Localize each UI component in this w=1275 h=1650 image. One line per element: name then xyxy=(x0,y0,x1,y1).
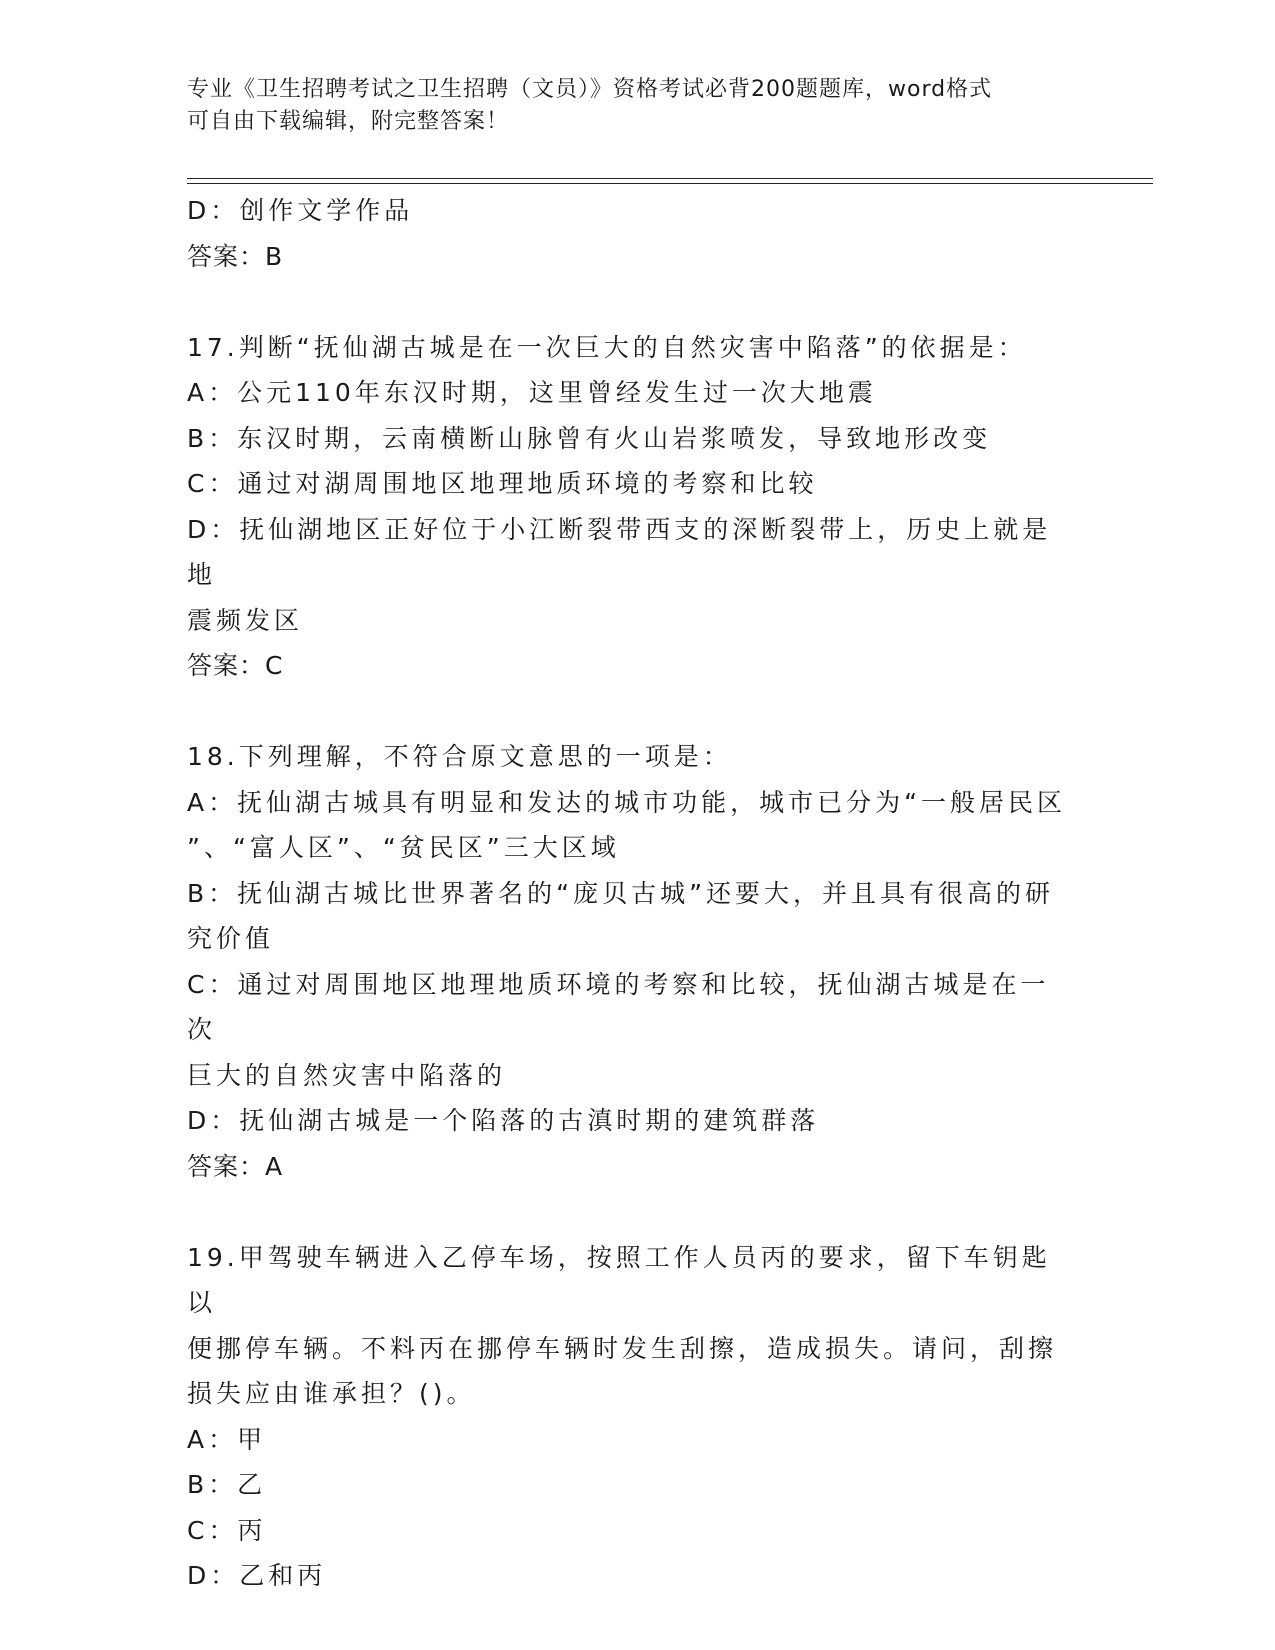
header-line-1: 专业《卫生招聘考试之卫生招聘（文员）》资格考试必背200题题库，word格式 xyxy=(187,77,993,102)
question-18-option-c-line-2: 巨大的自然灾害中陷落的 xyxy=(187,1060,507,1090)
header-line-2: 可自由下载编辑，附完整答案！ xyxy=(187,109,510,134)
question-17-option-b: B：东汉时期，云南横断山脉曾有火山岩浆喷发，导致地形改变 xyxy=(187,423,992,453)
question-19-stem-line-3: 损失应由谁承担？()。 xyxy=(187,1379,476,1408)
question-17-answer: 答案：C xyxy=(187,651,284,680)
question-18-option-a-line-1: A：抚仙湖古城具有明显和发达的城市功能，城市已分为“一般居民区 xyxy=(187,787,1067,817)
question-content xyxy=(187,188,1067,1599)
question-17-option-d-line-1: D：抚仙湖地区正好位于小江断裂带西支的深断裂带上，历史上就是地 xyxy=(187,514,1052,589)
question-19-stem-line-1: 19.甲驾驶车辆进入乙停车场，按照工作人员丙的要求，留下车钥匙以 xyxy=(187,1242,1051,1317)
header-rule-bottom xyxy=(187,183,1153,184)
question-18-option-d: D：抚仙湖古城是一个陷落的古滇时期的建筑群落 xyxy=(187,1106,820,1135)
question-19-option-d: D：乙和丙 xyxy=(187,1561,327,1590)
question-18 xyxy=(187,734,1067,1189)
question-17-option-a: A：公元110年东汉时期，这里曾经发生过一次大地震 xyxy=(187,378,877,407)
spacer xyxy=(187,279,1067,325)
question-18-option-b-line-1: B：抚仙湖古城比世界著名的“庞贝古城”还要大，并且具有很高的研 xyxy=(187,878,1055,908)
spacer xyxy=(187,1189,1067,1235)
question-17-option-c: C：通过对湖周围地区地理地质环境的考察和比较 xyxy=(187,469,818,498)
prev-answer: 答案：B xyxy=(187,241,284,271)
question-18-stem: 18.下列理解，不符合原文意思的一项是： xyxy=(187,742,732,771)
question-18-option-b-line-2: 究价值 xyxy=(187,924,275,953)
question-17-option-d-line-2: 震频发区 xyxy=(187,605,304,635)
question-19-option-a: A：甲 xyxy=(187,1424,267,1454)
document-header xyxy=(187,74,1067,138)
spacer xyxy=(187,689,1067,735)
header-rule-top xyxy=(187,178,1153,179)
question-17 xyxy=(187,325,1067,689)
question-19-option-b: B：乙 xyxy=(187,1470,267,1499)
question-19 xyxy=(187,1235,1067,1599)
prev-option-d: D：创作文学作品 xyxy=(187,196,414,225)
question-19-stem-line-2: 便挪停车辆。不料丙在挪停车辆时发生刮擦，造成损失。请问，刮擦 xyxy=(187,1333,1058,1363)
question-17-stem: 17.判断“抚仙湖古城是在一次巨大的自然灾害中陷落”的依据是： xyxy=(187,332,1027,362)
question-18-answer: 答案：A xyxy=(187,1151,284,1181)
question-18-option-c-line-1: C：通过对周围地区地理地质环境的考察和比较，抚仙湖古城是在一次 xyxy=(187,969,1050,1044)
question-18-option-a-line-2: ”、“富人区”、“贫民区”三大区域 xyxy=(187,833,620,862)
question-19-option-c: C：丙 xyxy=(187,1515,267,1545)
